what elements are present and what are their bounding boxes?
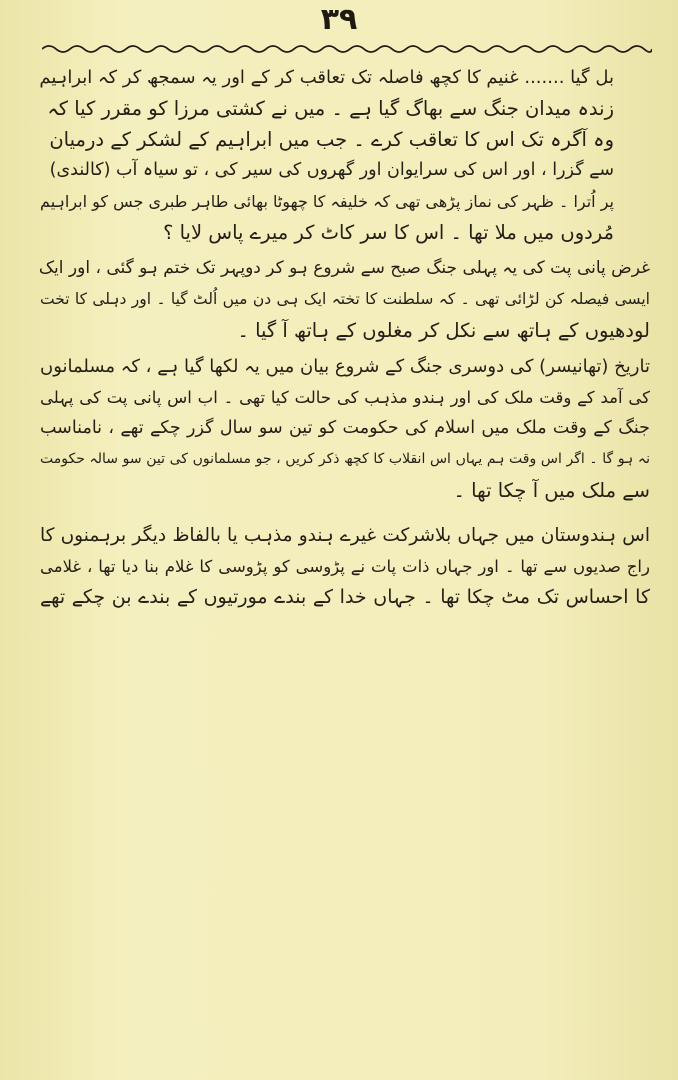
text-line: جنگ کے وقت ملک میں اسلام کی حکومت کو تین سو سال گزر چکے تھے ، نامناسب (40, 418, 650, 438)
header-wavy-rule (42, 40, 652, 56)
text-line: راج صدیوں سے تھا ۔ اور جہاں ذات پات نے پڑوسی کو پڑوسی کا غلام بنا دیا تھا ، غلامی (40, 557, 650, 576)
text-line: مُردوں میں ملا تھا ۔ اس کا سر کاٹ کر میرے پاس لایا ؟ (163, 221, 614, 244)
text-line: کی آمد کے وقت ملک کی اور ہندو مذہب کی حالت کیا تھی ۔ اب اس پانی پت کی پہلی (40, 388, 650, 407)
text-line: کا احساس تک مٹ چکا تھا ۔ جہاں خدا کے بندے مورتیوں کے بندے بن چکے تھے (40, 586, 650, 608)
text-line: نہ ہو گا ۔ اگر اس وقت ہم یہاں اس انقلاب کا کچھ ذکر کریں ، جو مسلمانوں کی تین سو سالہ حکومت (40, 451, 650, 467)
page-body (40, 62, 650, 613)
text-line: اس ہندوستان میں جہاں بلاشرکت غیرے ہندو مذہب یا بالفاظ دیگر برہمنوں کا (40, 525, 650, 546)
text-line: سے گزرا ، اور اس کی سرایوان اور گھروں کی سیر کی ، تو سیاہ آب (کالندی) (49, 160, 614, 180)
text-line: زندہ میدان جنگ سے بھاگ گیا ہے ۔ میں نے کشتی مرزا کو مقرر کیا کہ (47, 97, 614, 120)
paragraph (40, 253, 650, 346)
text-line: تاریخ (تھانیسر) کی دوسری جنگ کے شروع بیان میں یہ لکھا گیا ہے ، کہ مسلمانوں (40, 356, 650, 377)
text-line: وہ آگرہ تک اس کا تعاقب کرے ۔ جب میں ابراہیم کے لشکر کے درمیان (49, 128, 614, 151)
text-line: ایسی فیصلہ کن لڑائی تھی ۔ کہ سلطنت کا تختہ ایک ہی دن میں اُلٹ گیا ۔ اور دہلی کا تخت (40, 290, 650, 308)
paragraph (40, 351, 650, 506)
paragraph (40, 520, 650, 613)
text-line: بل گیا ....... غنیم کا کچھ فاصلہ تک تعاقب کر کے اور یہ سمجھ کر کہ ابراہیم (39, 67, 614, 88)
text-line: لودھیوں کے ہاتھ سے نکل کر مغلوں کے ہاتھ آ گیا ۔ (237, 319, 650, 342)
text-line: غرض پانی پت کی یہ پہلی جنگ صبح سے شروع ہو کر دوپہر تک ختم ہو گئی ، اور ایک (38, 258, 650, 278)
text-line: پر اُترا ۔ ظہر کی نماز پڑھی تھی کہ خلیفہ کا چھوٹا بھائی طاہر طبری جس کو ابراہیم (40, 192, 614, 211)
page-number: ۳۹ (320, 2, 358, 37)
text-line: سے ملک میں آ چکا تھا ۔ (453, 479, 650, 502)
quoted-paragraph (40, 62, 650, 248)
